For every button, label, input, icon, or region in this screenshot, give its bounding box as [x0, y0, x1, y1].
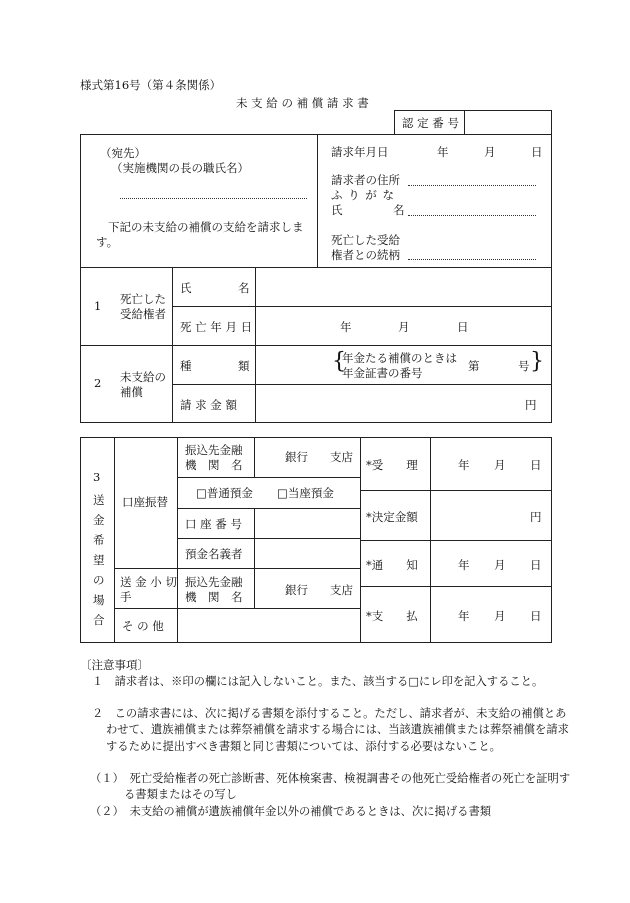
decision-yen: 円: [530, 510, 542, 524]
death-year-unit: 年: [340, 320, 352, 334]
deceased-name-label-b: 名: [238, 281, 250, 295]
decision-amount-label: *決定金額: [366, 510, 418, 524]
note-2-2: （２） 未支給の補償が遺族補償年金以外の補償であるときは、次に掲げる書類: [90, 805, 492, 818]
relation-label-2: 権者との続柄: [331, 248, 400, 262]
bank-shiten: 支店: [330, 450, 353, 464]
death-date-label: 死 亡 年 月 日: [180, 320, 253, 334]
receipt-month: 月: [494, 458, 506, 472]
note-2-1: （１） 死亡受給権者の死亡診断書、死体検案書、検視調書その他死亡受給権者の死亡を証明する書類またはその写し: [90, 772, 571, 802]
death-day-unit: 日: [457, 320, 469, 334]
notes-heading: 〔注意事項〕: [80, 658, 149, 672]
section3-char-7: 合: [93, 613, 105, 627]
receipt-year: 年: [458, 458, 470, 472]
relation-label-1: 死亡した受給: [331, 233, 400, 247]
addressee-label: （宛先）: [100, 146, 146, 160]
pension-go: 号: [518, 359, 530, 373]
account-number-label: 口 座 番 号: [185, 517, 242, 531]
relation-input-line[interactable]: [408, 259, 536, 260]
request-day-unit: 日: [531, 145, 543, 159]
address-label: 請求者の住所: [331, 173, 400, 187]
remittance-check-label-1: 送 金 小 切: [120, 575, 177, 589]
section1-title-2: 受給権者: [120, 307, 166, 321]
cert-label: 認 定 番 号: [402, 116, 459, 130]
section3-char-6: 場: [93, 593, 105, 607]
request-month-unit: 月: [484, 145, 496, 159]
note-2: ２ この請求書には、次に掲げる書類を添付すること。ただし、請求者が、未支給の補償とあわせて、遺族補償または葬祭補償を請求する場合には、当該遺族補償または葬祭補償を請求するために提出すべき書類と同じ書類については、添付する必要はないこと。: [92, 707, 569, 753]
request-statement-1: 下記の未支給の補償の支給を請求しま: [108, 220, 304, 234]
name-input-line[interactable]: [408, 215, 536, 216]
bank-ginko: 銀行: [285, 450, 308, 464]
pension-dai: 第: [468, 359, 480, 373]
kind-label-b: 類: [238, 359, 250, 373]
request-statement-2: す。: [96, 235, 119, 249]
death-month-unit: 月: [398, 320, 410, 334]
payment-year: 年: [458, 609, 470, 623]
pension-note-1: 年金たる補償のときは: [342, 351, 457, 365]
name-label-2: 名: [393, 203, 405, 217]
section3-char-1: 送: [93, 493, 105, 507]
notification-label: *通 知: [366, 558, 418, 572]
addressee-input-line[interactable]: [120, 198, 307, 199]
payment-label: *支 払: [366, 609, 418, 623]
account-transfer-label: 口座振替: [122, 495, 168, 509]
other-label: そ の 他: [122, 619, 164, 633]
section2-title-2: 補償: [120, 385, 143, 399]
bank-label-2: 機 関 名: [185, 458, 243, 472]
check-bank-ginko: 銀行: [285, 583, 308, 597]
receipt-label: *受 理: [366, 458, 418, 472]
form-title: 未 支 給 の 補 償 請 求 書: [236, 96, 369, 110]
check-bank-label-1: 振込先金融: [185, 575, 243, 589]
section3-number: 3: [93, 470, 101, 484]
receipt-day: 日: [530, 458, 542, 472]
notification-day: 日: [530, 558, 542, 572]
claim-amount-yen: 円: [525, 398, 537, 412]
furigana-label: ふ り が な: [331, 188, 395, 202]
section1-number: 1: [94, 299, 102, 313]
remittance-check-label-2: 手: [120, 590, 132, 604]
pension-note-2: 年金証書の番号: [342, 366, 423, 380]
notification-year: 年: [458, 558, 470, 572]
note-1: １ 請求者は、※印の欄には記入しないこと。また、該当する□にレ印を記入すること。: [92, 675, 544, 688]
request-year-unit: 年: [437, 145, 449, 159]
payment-month: 月: [494, 609, 506, 623]
address-input-line[interactable]: [408, 185, 536, 186]
check-bank-shiten: 支店: [330, 583, 353, 597]
deceased-name-label-a: 氏: [180, 281, 192, 295]
section3-char-2: 金: [93, 513, 105, 527]
check-bank-label-2: 機 関 名: [185, 590, 243, 604]
form-number: 様式第16号（第４条関係）: [80, 78, 222, 92]
section2-number: 2: [94, 376, 102, 390]
kind-label-a: 種: [180, 359, 192, 373]
addressee-name-label: （実施機関の長の職氏名）: [111, 161, 249, 175]
section3-char-4: 望: [93, 553, 105, 567]
pension-open-bracket: {: [332, 349, 346, 374]
section1-title-1: 死亡した: [120, 292, 166, 306]
payment-day: 日: [530, 609, 542, 623]
section3-char-5: の: [93, 573, 105, 587]
section3-char-3: 希: [93, 533, 105, 547]
ordinary-deposit-checkbox[interactable]: □普通預金: [196, 486, 253, 500]
name-label-1: 氏: [331, 203, 343, 217]
current-deposit-checkbox[interactable]: □当座預金: [277, 486, 334, 500]
notification-month: 月: [494, 558, 506, 572]
cert-number-field[interactable]: [468, 112, 548, 132]
claim-amount-label: 請 求 金 額: [180, 398, 237, 412]
account-holder-label: 預金名義者: [185, 547, 243, 561]
bank-label-1: 振込先金融: [185, 443, 243, 457]
request-date-label: 請求年月日: [331, 145, 389, 159]
pension-close-bracket: }: [530, 349, 544, 374]
section2-title-1: 未支給の: [120, 370, 166, 384]
